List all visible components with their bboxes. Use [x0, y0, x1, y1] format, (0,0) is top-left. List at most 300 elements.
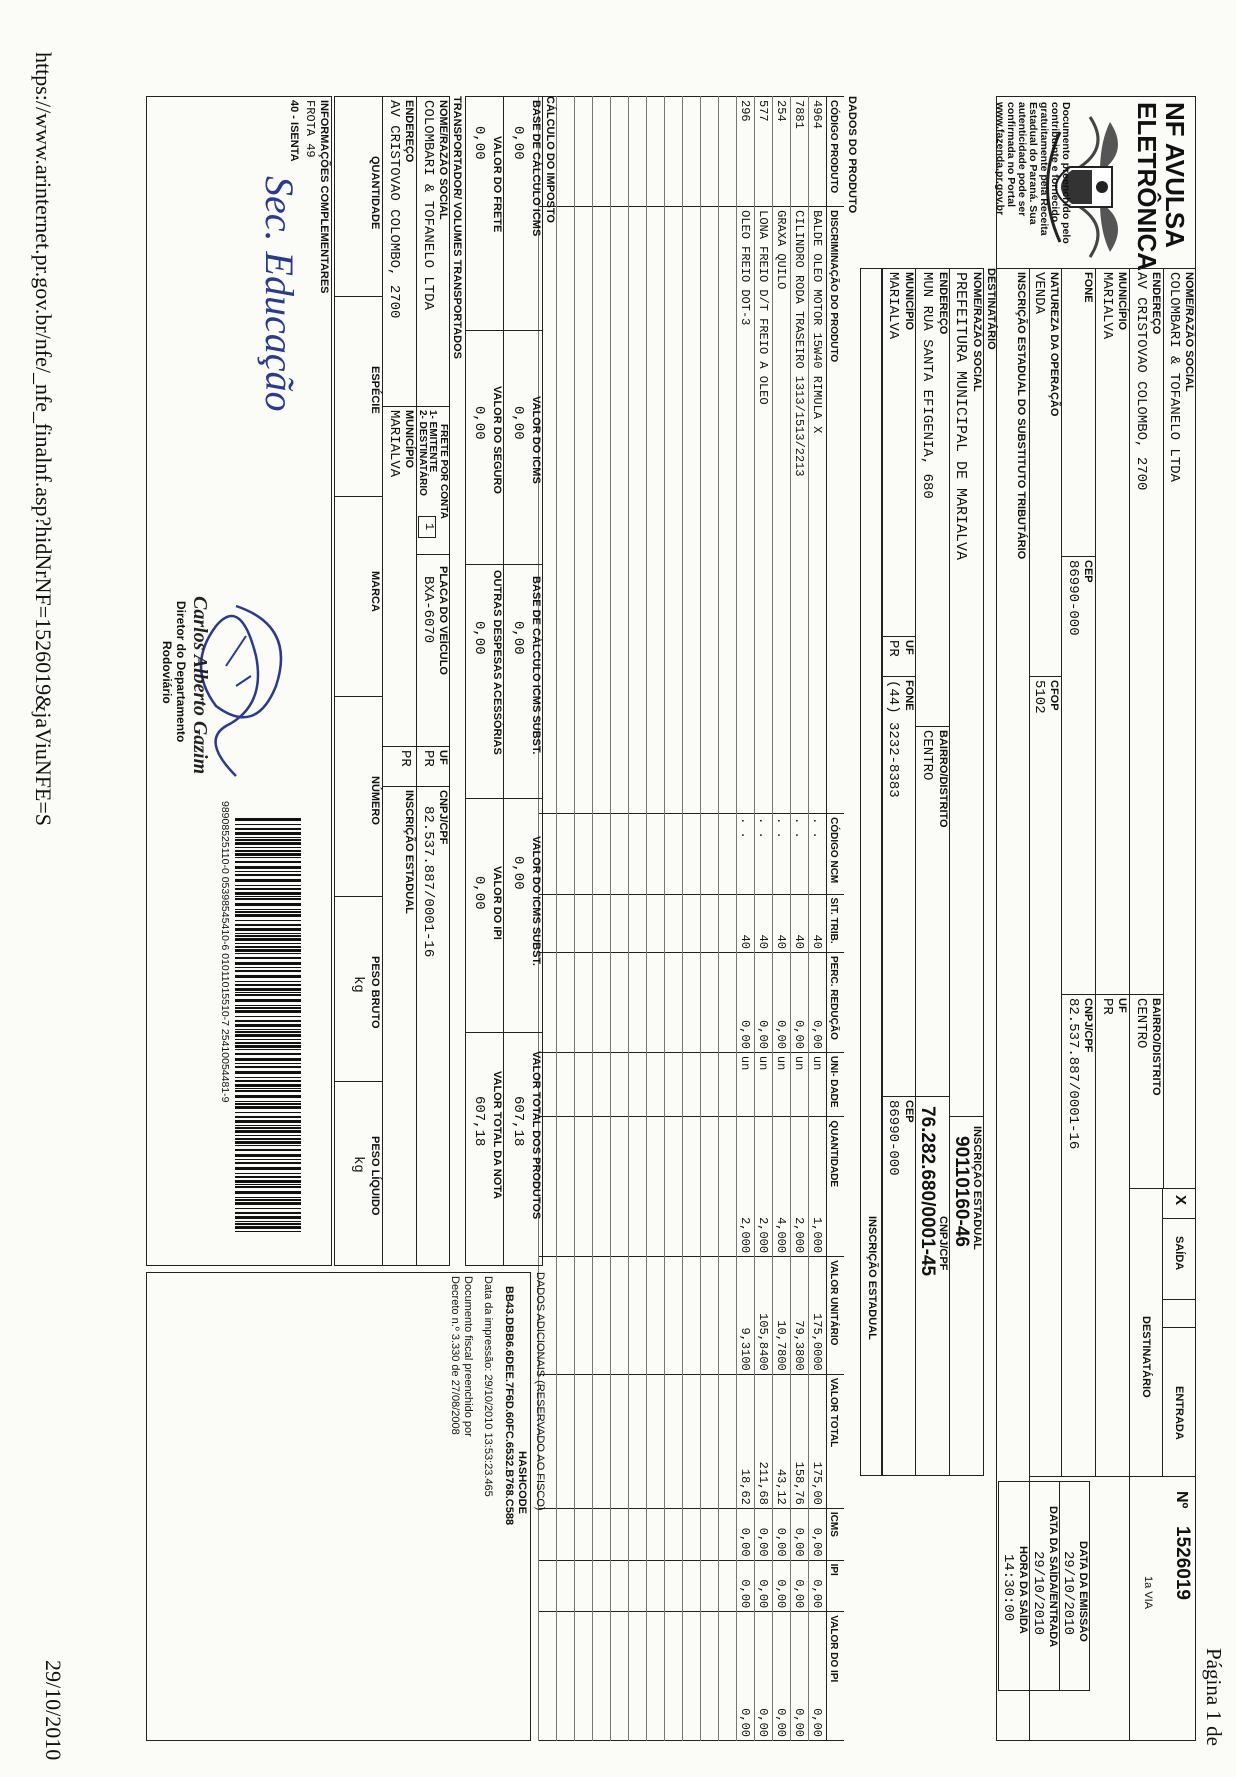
col-valor-total: VALOR TOTAL [827, 1374, 845, 1508]
cell-unidade: un [809, 1052, 827, 1117]
cell-valor-unit [683, 1257, 701, 1375]
divider [383, 786, 450, 787]
divider [949, 268, 950, 1476]
total-nota-value: 607,18 [471, 1096, 487, 1147]
cell-valor-unit [629, 1257, 647, 1375]
table-row-empty [701, 97, 719, 1741]
cell-valor-ipi [665, 1612, 683, 1741]
barcode-bar [235, 1191, 301, 1194]
divider [383, 746, 450, 747]
barcode-bar [235, 1103, 301, 1105]
cell-ipi: 0,00 [755, 1560, 773, 1612]
cell-valor-total [575, 1374, 593, 1508]
dest-cnpj: 76.282.680/0001-45 [917, 1106, 938, 1277]
cell-valor-unit [665, 1257, 683, 1375]
cell-valor-ipi [647, 1612, 665, 1741]
cell-perc [701, 952, 719, 1052]
emitente-endereco-label: ENDEREÇO [1150, 272, 1162, 335]
barcode-bar [235, 824, 301, 825]
barcode-bar [235, 1135, 301, 1136]
barcode-bar [235, 1127, 301, 1129]
natureza-value: VENDA [1031, 272, 1047, 315]
frete-label: VALOR DO FRETE [491, 136, 503, 233]
cell-sit [647, 894, 665, 952]
disclaimer-line: autenticidade pode ser [1016, 102, 1028, 217]
cell-valor-ipi: 0,00 [791, 1612, 809, 1741]
cell-ncm [683, 814, 701, 894]
barcode-bar [235, 935, 301, 937]
cell-ipi [593, 1560, 611, 1612]
divider [1163, 1218, 1196, 1219]
cell-perc: 0,00 [755, 952, 773, 1052]
cell-perc [665, 952, 683, 1052]
cell-ncm: . . [737, 814, 755, 894]
cell-icms [647, 1508, 665, 1560]
cell-codigo: 577 [755, 97, 773, 207]
numero-label: Nº [1173, 1491, 1190, 1509]
divider [882, 676, 916, 677]
barcode-bar [235, 1042, 301, 1044]
divider [465, 330, 543, 331]
cell-valor-ipi [683, 1612, 701, 1741]
cell-sit: 40 [755, 894, 773, 952]
cell-descricao: BALDE OLEO MOTOR 15W40 RIMULA X [809, 207, 827, 814]
col-unidade: UNI- DADE [827, 1052, 845, 1117]
transp-nome: COLOMBARI & TOFANELO LTDA [420, 100, 436, 311]
destinatario-tipo-label: DESTINATÁRIO [1140, 1316, 1152, 1398]
divider [1096, 994, 1164, 995]
frete-value[interactable]: 1 [422, 523, 436, 531]
divider [1163, 1299, 1196, 1300]
cell-perc [575, 952, 593, 1052]
cell-ipi [701, 1560, 719, 1612]
disclaimer-line: confirmada no Portal [1005, 102, 1017, 208]
divider [1095, 268, 1096, 1476]
barcode-bar [235, 911, 301, 913]
cell-quantidade: 2,000 [755, 1117, 773, 1257]
dest-fone: (44) 3232-8383 [885, 680, 901, 798]
barcode-bar [235, 1034, 301, 1037]
stamp-title1: Diretor do Departamento [174, 601, 188, 743]
emitente-nome-label: NOME/RAZÃO SOCIAL [1183, 272, 1195, 392]
cell-unidade [593, 1052, 611, 1117]
cell-codigo [719, 97, 737, 207]
cell-valor-ipi [629, 1612, 647, 1741]
produtos-body [539, 97, 827, 1741]
divider [1062, 556, 1096, 557]
barcode-bar [235, 1202, 301, 1205]
barcode-bar [235, 879, 301, 882]
ipi-total-value: 0,00 [471, 876, 487, 910]
transp-cnpj: 82.537.887/0001-16 [420, 806, 436, 958]
cfop-label: CFOP [1048, 680, 1060, 711]
cell-valor-unit: 105,8400 [755, 1257, 773, 1375]
cell-ipi [665, 1560, 683, 1612]
cell-icms: 0,00 [755, 1508, 773, 1560]
produtos-table [538, 96, 844, 1741]
col-valor-ipi: VALOR DO IPI [827, 1612, 845, 1741]
hash-label: HASHCODE [516, 1451, 528, 1514]
cell-codigo [683, 97, 701, 207]
saida-data-value: 29/10/2010 [1030, 1551, 1046, 1636]
cell-valor-ipi: 0,00 [755, 1612, 773, 1741]
frete-value: 0,00 [471, 126, 487, 160]
cell-unidade [611, 1052, 629, 1117]
barcode-bar [235, 924, 301, 926]
barcode-bar [235, 957, 301, 959]
transp-endereco: AV CRISTOVAO COLOMBO, 2700 [386, 100, 402, 319]
dest-bairro-label: BAIRRO/DISTRITO [937, 730, 949, 828]
natureza-label: NATUREZA DA OPERAÇÃO [1048, 272, 1060, 417]
marca-label: MARCA [369, 571, 381, 612]
dest-uf-label: UF [903, 640, 915, 655]
cell-valor-ipi [719, 1612, 737, 1741]
date-edge: 29/10/2010 [41, 1660, 66, 1761]
barcode-bar [235, 1199, 301, 1201]
title-line1: NF AVULSA [1160, 102, 1190, 248]
barcode-bar [235, 871, 301, 872]
cell-codigo [611, 97, 629, 207]
cell-valor-total: 158,76 [791, 1374, 809, 1508]
barcode-bar [235, 992, 301, 993]
barcode-bar [235, 999, 301, 1002]
barcode-bar [235, 1007, 301, 1009]
cell-codigo: 254 [773, 97, 791, 207]
hora-label: HORA DA SAÍDA [1017, 1546, 1029, 1634]
barcode-bar [235, 1130, 301, 1133]
barcode-bar [235, 962, 301, 965]
nota-fiscal [146, 96, 1196, 1741]
cell-quantidade [647, 1117, 665, 1257]
col-ipi: IPI [827, 1560, 845, 1612]
barcode-bar [235, 1010, 301, 1013]
cell-unidade [701, 1052, 719, 1117]
emitente-nome: COLOMBARI & TOFANELO LTDA [1166, 272, 1182, 483]
divider [1062, 994, 1096, 995]
cell-valor-total [557, 1374, 575, 1508]
barcode-bar [235, 898, 301, 900]
barcode-bar [235, 1216, 301, 1219]
col-ncm: CÓDIGO NCM [827, 814, 845, 894]
transp-cnpj-label: CNPJ/CPF [437, 790, 449, 845]
cell-valor-ipi: 0,00 [809, 1612, 827, 1741]
divider [334, 896, 383, 897]
cell-ncm [593, 814, 611, 894]
cell-sit [719, 894, 737, 952]
cell-valor-unit [593, 1257, 611, 1375]
barcode-bar [235, 994, 301, 996]
cell-unidade: un [773, 1052, 791, 1117]
cell-ipi [611, 1560, 629, 1612]
barcode-bar [235, 847, 301, 848]
cell-icms [539, 1508, 557, 1560]
dest-cep-label: CEP [903, 1100, 915, 1123]
cell-icms [719, 1508, 737, 1560]
cell-ncm [575, 814, 593, 894]
cfop-value: 5102 [1031, 680, 1047, 714]
barcode-bar [235, 1223, 301, 1225]
dest-municipio: MARIALVA [885, 272, 901, 340]
cell-unidade: un [791, 1052, 809, 1117]
table-row [755, 97, 773, 1741]
divider [417, 554, 450, 555]
barcode-bar [235, 1024, 301, 1027]
page-url[interactable]: https://www.arinternet.pr.gov.br/nfe/_nfe_finalnf.asp?hidNrNF=1526019&jaViuNFE=S [31, 52, 56, 827]
base-icms-label: BASE DE CÁLCULO ICMS [530, 100, 542, 237]
barcode-bar [235, 1088, 301, 1089]
cell-sit [683, 894, 701, 952]
divider [1130, 1188, 1196, 1189]
cell-valor-unit [701, 1257, 719, 1375]
barcode-bar [235, 1031, 301, 1033]
cell-descricao [665, 207, 683, 814]
dest-uf: PR [885, 640, 901, 657]
divider [916, 1096, 950, 1097]
cell-valor-total: 211,68 [755, 1374, 773, 1508]
cell-quantidade: 1,000 [809, 1117, 827, 1257]
impressao: Data da impressão: 29/10/2010 13:53:23.465 [482, 1276, 494, 1497]
col-valor-unit: VALOR UNITÁRIO [827, 1257, 845, 1375]
emitente-bairro: CENTRO [1133, 998, 1149, 1049]
emitente-fone-label: FONE [1082, 272, 1094, 303]
divider [1163, 268, 1164, 1188]
barcode-bar [235, 1084, 301, 1087]
stamp-title2: Rodoviário [160, 641, 174, 704]
divider [996, 268, 1196, 269]
cell-descricao: LONA FREIO D/T FREIO A OLEO [755, 207, 773, 814]
doc-line2: Decreto n.º 3.330 de 27/08/2008 [449, 1276, 461, 1435]
transp-uf: PR [420, 750, 436, 767]
table-row-empty [629, 97, 647, 1741]
hash-value: BB43.DBB6.6DEE.7F6D.60FC.6532.B768.C588 [503, 1286, 515, 1526]
cell-valor-unit [719, 1257, 737, 1375]
dest-cep: 86990-000 [885, 1100, 901, 1176]
divider [1061, 268, 1062, 1476]
cell-valor-total: 175,00 [809, 1374, 827, 1508]
barcode-bar [235, 1080, 301, 1082]
divider [1129, 268, 1130, 1741]
table-row-empty [665, 97, 683, 1741]
cell-codigo [647, 97, 665, 207]
barcode-bar [235, 933, 301, 934]
emissao-value: 29/10/2010 [1060, 1551, 1076, 1636]
cell-descricao: GRAXA QUILO [773, 207, 791, 814]
barcode-bar [235, 857, 301, 858]
cell-valor-ipi [611, 1612, 629, 1741]
barcode-bar [235, 1154, 301, 1157]
cell-quantidade: 4,000 [773, 1117, 791, 1257]
cell-valor-unit [611, 1257, 629, 1375]
destinatario-section: DESTINATÁRIO [985, 268, 997, 350]
cell-icms: 0,00 [773, 1508, 791, 1560]
cell-perc [611, 952, 629, 1052]
peso-liquido: kg [350, 1156, 366, 1173]
barcode-bar [235, 1112, 301, 1113]
divider [882, 636, 916, 637]
barcode-bar [235, 1212, 301, 1214]
barcode-bar [235, 1231, 301, 1232]
cell-quantidade [629, 1117, 647, 1257]
base-subst-label: BASE DE CÁLCULO ICMS SUBST. [530, 576, 542, 755]
handwritten-note: Sec. Educação [257, 176, 302, 412]
cell-ncm [647, 814, 665, 894]
cell-descricao [575, 207, 593, 814]
barcode-bar [235, 1016, 301, 1017]
cell-quantidade [575, 1117, 593, 1257]
total-produtos-label: VALOR TOTAL DOS PRODUTOS [530, 1051, 542, 1220]
cell-valor-total [683, 1374, 701, 1508]
cell-valor-unit [557, 1257, 575, 1375]
cell-ncm: . . [791, 814, 809, 894]
dest-cnpj-label: CNPJ/CPF [937, 1216, 949, 1271]
cell-descricao [557, 207, 575, 814]
cell-valor-ipi [557, 1612, 575, 1741]
cell-codigo [701, 97, 719, 207]
barcode-bar [235, 842, 301, 845]
cell-sit [701, 894, 719, 952]
doc-line1: Documento fiscal preenchido por [462, 1276, 474, 1437]
barcode-bar [235, 1053, 301, 1055]
cell-descricao [719, 207, 737, 814]
peso-bruto: kg [350, 976, 366, 993]
cell-valor-ipi [593, 1612, 611, 1741]
cell-unidade [575, 1052, 593, 1117]
emitente-cnpj-label: CNPJ/CPF [1082, 998, 1094, 1053]
numero-vol-label: NÚMERO [369, 776, 381, 825]
cell-sit: 40 [809, 894, 827, 952]
divider [1030, 1476, 1196, 1477]
divider [334, 496, 383, 497]
cell-unidade [629, 1052, 647, 1117]
total-nota-label: VALOR TOTAL DA NOTA [491, 1071, 503, 1200]
table-row-empty [557, 97, 575, 1741]
cell-valor-ipi [539, 1612, 557, 1741]
cell-valor-unit [575, 1257, 593, 1375]
barcode-bar [235, 832, 301, 835]
table-row-empty [575, 97, 593, 1741]
divider [465, 1032, 543, 1033]
saida-mark[interactable]: X [1172, 1195, 1189, 1206]
dest-bairro: CENTRO [919, 730, 935, 781]
dest-endereco-label: ENDEREÇO [937, 272, 949, 335]
barcode-bar [235, 818, 301, 821]
cell-descricao: CILINDRO RODA TRASEIRO 1313/1513/2213 [791, 207, 809, 814]
col-descricao: DISCRIMINAÇÃO DO PRODUTO [827, 207, 845, 814]
divider [950, 1116, 984, 1117]
cell-ncm [629, 814, 647, 894]
cell-descricao [629, 207, 647, 814]
barcode-bar [235, 1101, 301, 1102]
base-icms-value: 0,00 [510, 126, 526, 160]
cell-quantidade: 2,000 [737, 1117, 755, 1257]
saida-data-label: DATA DA SAÍDA/ENTRADA [1047, 1506, 1059, 1648]
cell-unidade [719, 1052, 737, 1117]
barcode-bar [235, 975, 301, 978]
cell-perc [647, 952, 665, 1052]
cell-codigo [629, 97, 647, 207]
cell-sit [665, 894, 683, 952]
isenta: 40 - ISENTA [288, 100, 300, 162]
table-row [809, 97, 827, 1741]
cell-ipi [683, 1560, 701, 1612]
emitente-municipio-label: MUNICÍPIO [1116, 272, 1128, 331]
cell-ipi: 0,00 [773, 1560, 791, 1612]
cell-icms [611, 1508, 629, 1560]
barcode-bar [235, 1005, 301, 1006]
produtos-header-row [827, 97, 845, 1741]
cell-unidade [557, 1052, 575, 1117]
barcode-bar [235, 1145, 301, 1146]
transp-endereco-label: ENDEREÇO [403, 100, 415, 163]
cell-icms [629, 1508, 647, 1560]
barcode-bar [235, 1176, 301, 1178]
cell-unidade [647, 1052, 665, 1117]
cell-icms [665, 1508, 683, 1560]
cell-codigo [593, 97, 611, 207]
barcode-bar [235, 1049, 301, 1050]
barcode-bar [235, 1208, 301, 1209]
col-icms: ICMS [827, 1508, 845, 1560]
cell-ncm [701, 814, 719, 894]
cell-valor-ipi [701, 1612, 719, 1741]
emitente-uf-label: UF [1116, 998, 1128, 1013]
barcode-bar [235, 928, 301, 931]
cell-ipi [539, 1560, 557, 1612]
barcode-bar [235, 866, 301, 869]
frota: FROTA 49 [303, 100, 317, 158]
barcode-bar [235, 1138, 301, 1140]
frete-conta-label: FRETE POR CONTA [438, 424, 449, 519]
barcode-bar [235, 949, 301, 952]
table-row-empty [647, 97, 665, 1741]
cell-quantidade [719, 1117, 737, 1257]
valor-icms-value: 0,00 [510, 406, 526, 440]
cell-ncm [611, 814, 629, 894]
cell-perc [683, 952, 701, 1052]
icms-subst-label: VALOR DO ICMS SUBST. [530, 836, 542, 966]
divider [503, 96, 504, 1266]
dest-municipio-label: MUNICÍPIO [903, 272, 915, 331]
table-row-empty [719, 97, 737, 1741]
cell-unidade: un [755, 1052, 773, 1117]
cell-unidade [683, 1052, 701, 1117]
dest-nome-label: NOME/RAZÃO SOCIAL [971, 272, 983, 392]
icms-subst-value: 0,00 [510, 856, 526, 890]
cell-descricao: OLEO FREIO DOT-3 [737, 207, 755, 814]
barcode-bar [235, 1141, 301, 1144]
col-codigo: CÓDIGO PRODUTO [827, 97, 845, 207]
transp-nome-label: NOME/RAZÃO SOCIAL [437, 100, 449, 220]
cell-sit [593, 894, 611, 952]
transp-ie-label: INSCRIÇÃO ESTADUAL [403, 790, 415, 914]
cell-icms [701, 1508, 719, 1560]
cell-codigo: 4964 [809, 97, 827, 207]
cell-ncm: . . [755, 814, 773, 894]
disclaimer-line: Estadual do Paraná. Sua [1027, 102, 1039, 225]
cell-valor-total: 43,12 [773, 1374, 791, 1508]
barcode-bar [235, 988, 301, 991]
barcode-bar [235, 903, 301, 906]
cell-perc [629, 952, 647, 1052]
cell-sit [557, 894, 575, 952]
cell-sit [629, 894, 647, 952]
col-quantidade: QUANTIDADE [827, 1117, 845, 1257]
cell-ipi: 0,00 [737, 1560, 755, 1612]
barcode-icon [235, 816, 301, 1236]
cell-ipi [575, 1560, 593, 1612]
placa-label: PLACA DO VEÍCULO [437, 566, 449, 675]
barcode-bar [235, 967, 301, 968]
